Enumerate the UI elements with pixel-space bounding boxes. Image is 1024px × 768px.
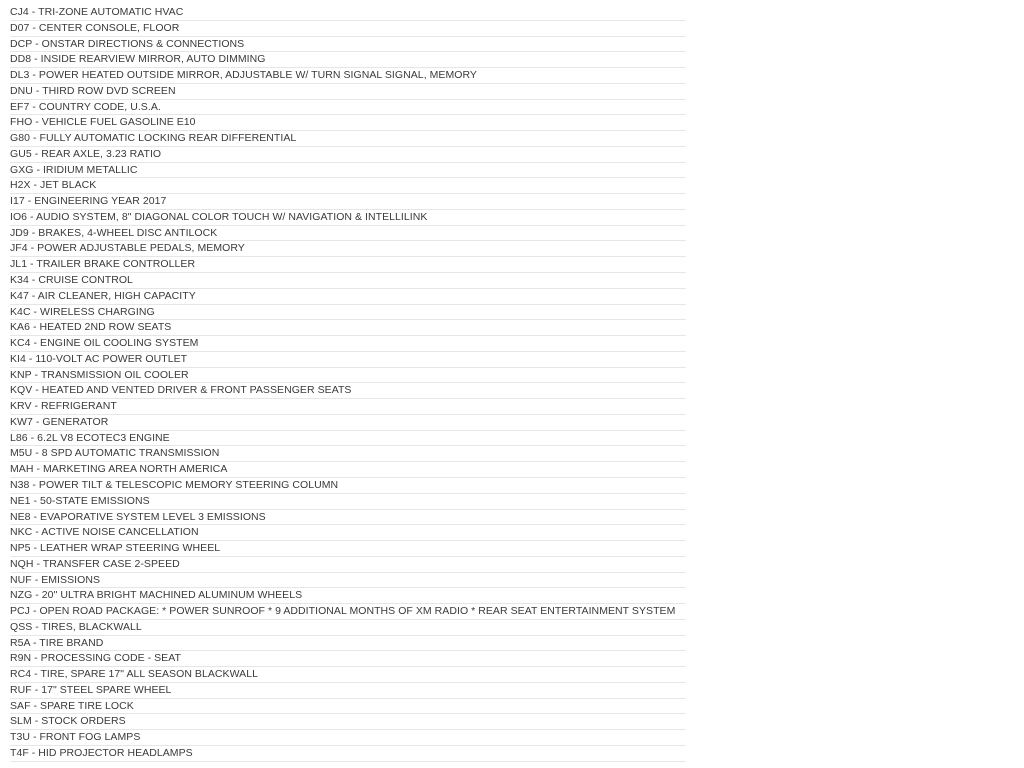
- option-row: M5U - 8 SPD AUTOMATIC TRANSMISSION: [10, 446, 686, 462]
- option-row: KRV - REFRIGERANT: [10, 399, 686, 415]
- option-row: K34 - CRUISE CONTROL: [10, 273, 686, 289]
- option-row: K47 - AIR CLEANER, HIGH CAPACITY: [10, 289, 686, 305]
- option-row: SLM - STOCK ORDERS: [10, 714, 686, 730]
- option-row: R9N - PROCESSING CODE - SEAT: [10, 651, 686, 667]
- option-row: NE1 - 50-STATE EMISSIONS: [10, 494, 686, 510]
- option-row: RUF - 17" STEEL SPARE WHEEL: [10, 683, 686, 699]
- option-row: D07 - CENTER CONSOLE, FLOOR: [10, 21, 686, 37]
- option-row: K4C - WIRELESS CHARGING: [10, 305, 686, 321]
- option-row: I17 - ENGINEERING YEAR 2017: [10, 194, 686, 210]
- option-row: NP5 - LEATHER WRAP STEERING WHEEL: [10, 541, 686, 557]
- option-row: T3U - FRONT FOG LAMPS: [10, 730, 686, 746]
- option-row: KC4 - ENGINE OIL COOLING SYSTEM: [10, 336, 686, 352]
- option-row: JD9 - BRAKES, 4-WHEEL DISC ANTILOCK: [10, 226, 686, 242]
- option-row: GXG - IRIDIUM METALLIC: [10, 163, 686, 179]
- option-row: NZG - 20" ULTRA BRIGHT MACHINED ALUMINUM WHEELS: [10, 588, 686, 604]
- option-row: KNP - TRANSMISSION OIL COOLER: [10, 368, 686, 384]
- option-code-list: [10, 5, 686, 762]
- option-row: DD8 - INSIDE REARVIEW MIRROR, AUTO DIMMING: [10, 52, 686, 68]
- option-row: DL3 - POWER HEATED OUTSIDE MIRROR, ADJUSTABLE W/ TURN SIGNAL SIGNAL, MEMORY: [10, 68, 686, 84]
- option-row: EF7 - COUNTRY CODE, U.S.A.: [10, 100, 686, 116]
- option-row: R5A - TIRE BRAND: [10, 636, 686, 652]
- option-row: DCP - ONSTAR DIRECTIONS & CONNECTIONS: [10, 37, 686, 53]
- option-row: H2X - JET BLACK: [10, 178, 686, 194]
- option-row: NKC - ACTIVE NOISE CANCELLATION: [10, 525, 686, 541]
- option-row: NQH - TRANSFER CASE 2-SPEED: [10, 557, 686, 573]
- option-row: RC4 - TIRE, SPARE 17" ALL SEASON BLACKWALL: [10, 667, 686, 683]
- option-row: KW7 - GENERATOR: [10, 415, 686, 431]
- option-row: IO6 - AUDIO SYSTEM, 8" DIAGONAL COLOR TOUCH W/ NAVIGATION & INTELLILINK: [10, 210, 686, 226]
- option-row: L86 - 6.2L V8 ECOTEC3 ENGINE: [10, 431, 686, 447]
- option-row: KQV - HEATED AND VENTED DRIVER & FRONT PASSENGER SEATS: [10, 383, 686, 399]
- option-row: CJ4 - TRI-ZONE AUTOMATIC HVAC: [10, 5, 686, 21]
- option-row: QSS - TIRES, BLACKWALL: [10, 620, 686, 636]
- option-row: KI4 - 110-VOLT AC POWER OUTLET: [10, 352, 686, 368]
- option-row: GU5 - REAR AXLE, 3.23 RATIO: [10, 147, 686, 163]
- option-row: G80 - FULLY AUTOMATIC LOCKING REAR DIFFERENTIAL: [10, 131, 686, 147]
- option-row: NE8 - EVAPORATIVE SYSTEM LEVEL 3 EMISSIONS: [10, 510, 686, 526]
- option-row: DNU - THIRD ROW DVD SCREEN: [10, 84, 686, 100]
- option-row: FHO - VEHICLE FUEL GASOLINE E10: [10, 115, 686, 131]
- option-row: PCJ - OPEN ROAD PACKAGE: * POWER SUNROOF * 9 ADDITIONAL MONTHS OF XM RADIO * REAR SEAT ENTERTAINMENT SYSTEM: [10, 604, 686, 620]
- option-row: N38 - POWER TILT & TELESCOPIC MEMORY STEERING COLUMN: [10, 478, 686, 494]
- option-row: SAF - SPARE TIRE LOCK: [10, 699, 686, 715]
- option-row: KA6 - HEATED 2ND ROW SEATS: [10, 320, 686, 336]
- option-row: JF4 - POWER ADJUSTABLE PEDALS, MEMORY: [10, 241, 686, 257]
- option-row: JL1 - TRAILER BRAKE CONTROLLER: [10, 257, 686, 273]
- option-row: MAH - MARKETING AREA NORTH AMERICA: [10, 462, 686, 478]
- option-row: T4F - HID PROJECTOR HEADLAMPS: [10, 746, 686, 762]
- option-row: NUF - EMISSIONS: [10, 573, 686, 589]
